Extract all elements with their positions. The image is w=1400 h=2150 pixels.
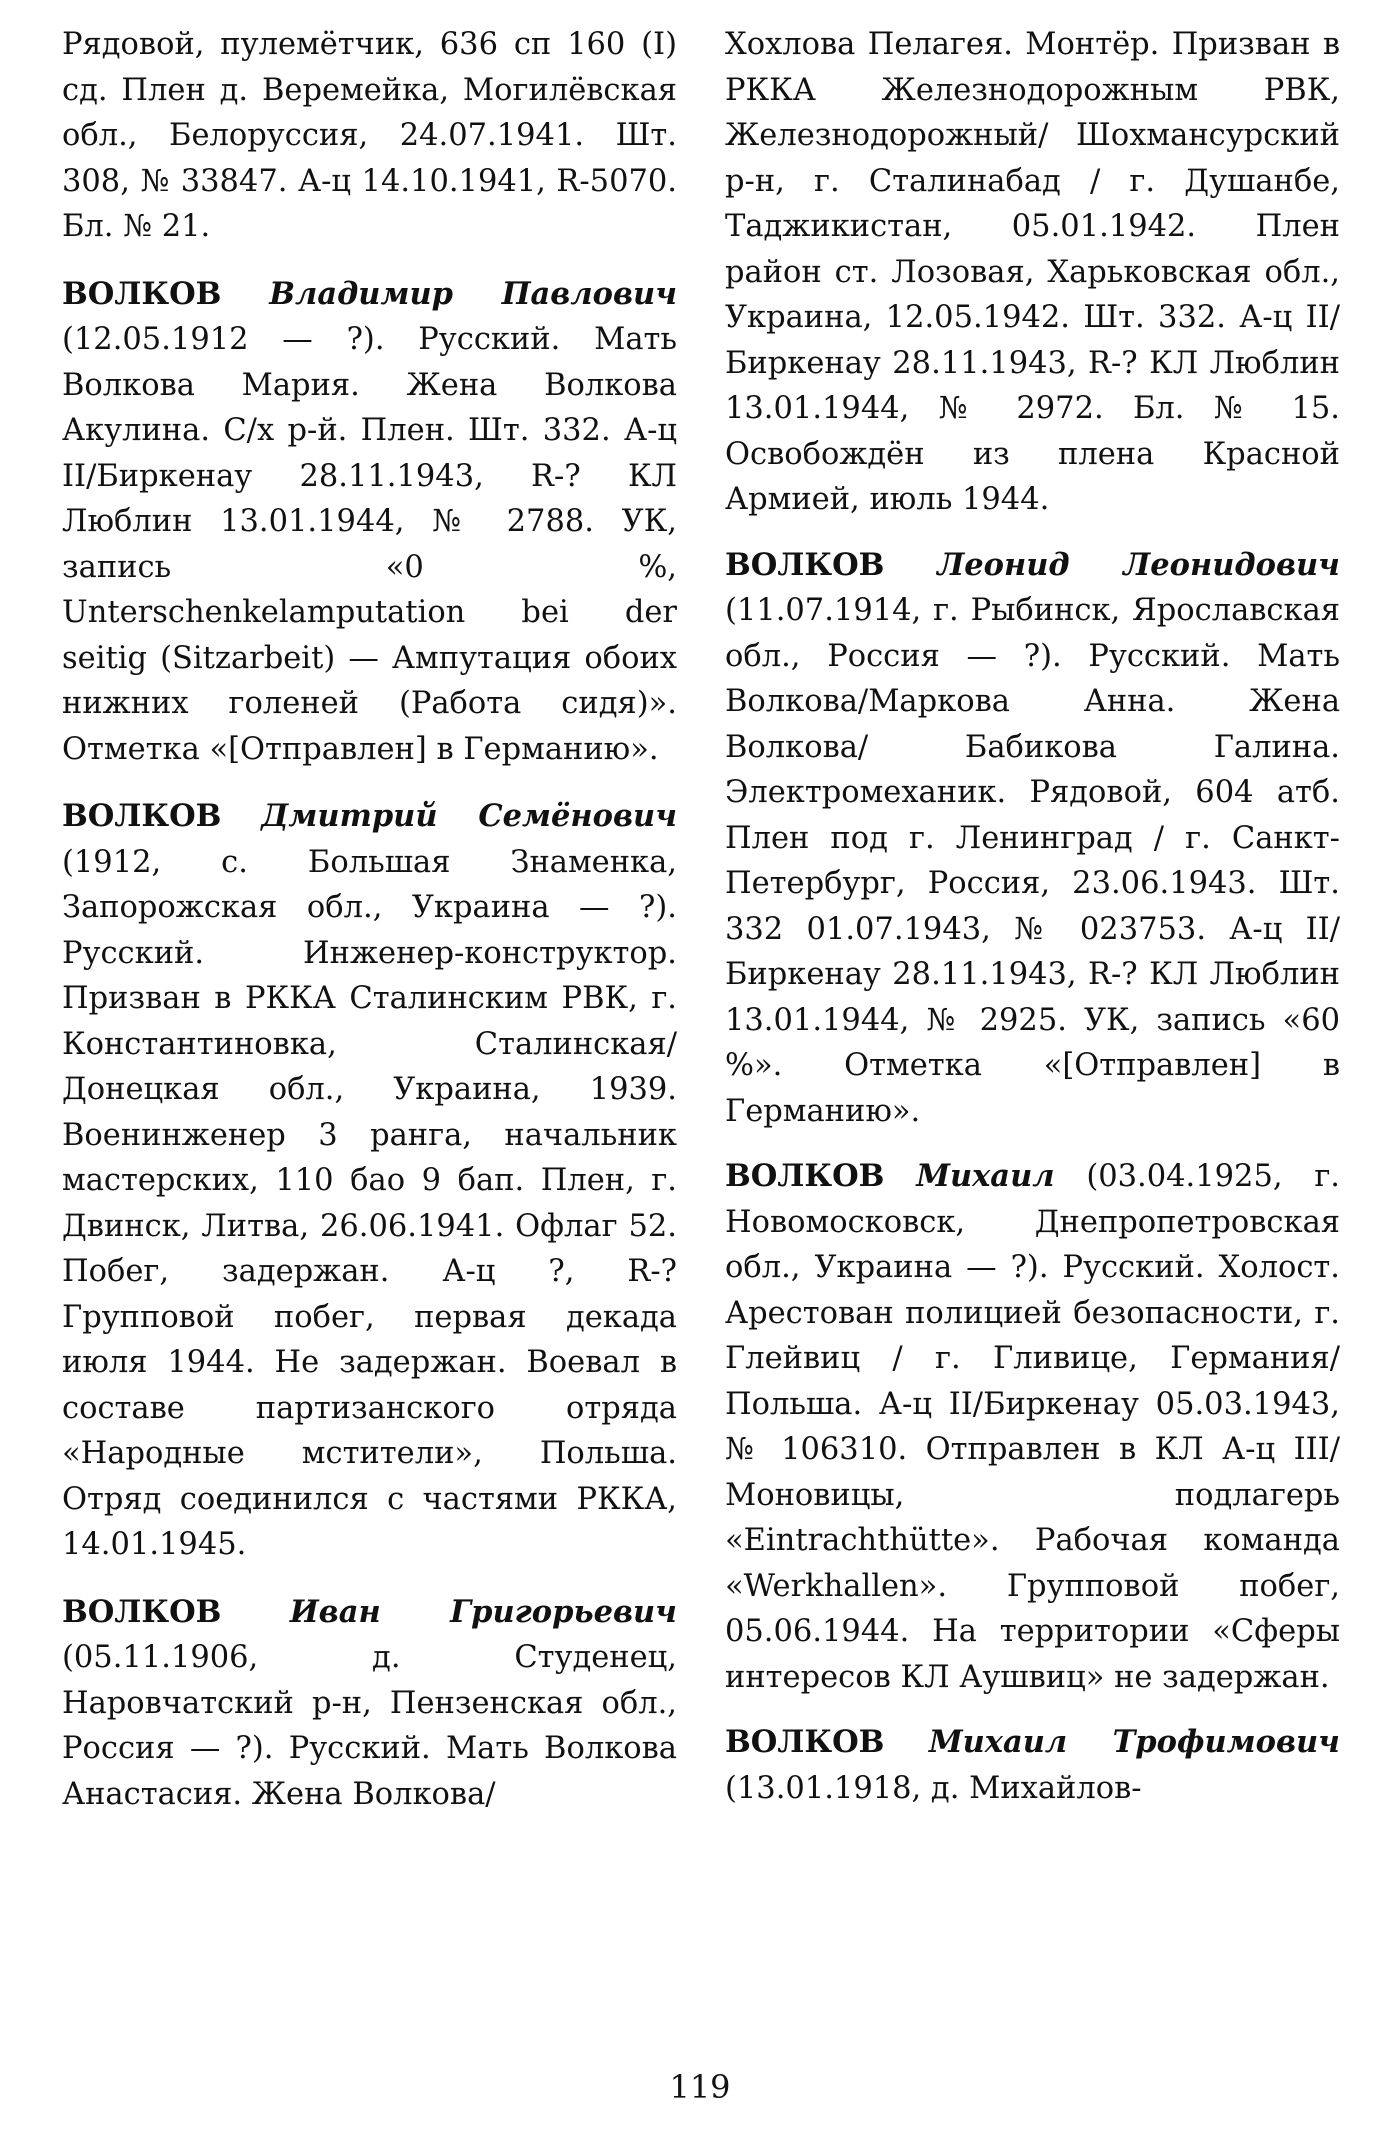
entry-given-names: Иван Григорьевич	[289, 1593, 677, 1630]
entry-volkov-leonid	[725, 543, 1340, 1135]
entry-continuation-right	[725, 22, 1340, 523]
entry-surname: ВОЛКОВ	[62, 275, 222, 312]
left-column	[62, 22, 677, 1839]
entry-given-names: Михаил Трофимович	[928, 1724, 1340, 1760]
entry-given-names: Дмитрий Семёнович	[261, 798, 677, 834]
entry-surname: ВОЛКОВ	[725, 1724, 885, 1760]
entry-given-names: Леонид Леонидович	[937, 546, 1340, 583]
entry-surname: ВОЛКОВ	[725, 546, 885, 583]
entry-surname: ВОЛКОВ	[62, 798, 222, 834]
entry-volkov-ivan	[62, 1590, 677, 1818]
page-number: 119	[669, 2068, 731, 2106]
entry-text: (05.11.1906, д. Студенец, Наровчатский р-н, Пензенская обл., Россия — ?). Русский. Мать Волкова Анастасия. Жена Волкова/	[62, 1640, 677, 1812]
entry-text: (03.04.1925, г. Новомосковск, Днепропетровская обл., Украина — ?). Русский. Холост. Арестован полицией безопасности, г. Глейвиц / г. Гливице, Германия/Польша. А-ц II/Биркенау 05.03.1943, № 106310. Отправлен в КЛ А-ц III/Моновицы, подлагерь «Eintrachthütte». Рабочая команда «Werkhallen». Групповой побег, 05.06.1944. На территории «Сферы интересов КЛ Аушвиц» не задержан.	[725, 1159, 1340, 1695]
entry-text: (1912, с. Большая Знаменка, Запорожская обл., Украина — ?). Русский. Инженер-конструктор. Призван в РККА Сталинским РВК, г. Константиновка, Сталинская/Донецкая обл., Украина, 1939. Военинженер 3 ранга, начальник мастерских, 110 бао 9 бап. Плен, г. Двинск, Литва, 26.06.1941. Офлаг 52. Побег, задержан. А-ц ?, R-? Групповой побег, первая декада июля 1944. Не задержан. Воевал в составе партизанского отряда «Народные мстители», Польша. Отряд соединился с частями РККА, 14.01.1945.	[62, 844, 677, 1562]
entry-text: (13.01.1918, д. Михайлов-	[725, 1770, 1142, 1806]
entry-surname: ВОЛКОВ	[725, 1158, 885, 1194]
entry-given-names: Владимир Павлович	[269, 275, 677, 312]
entry-volkov-mikhail	[725, 1154, 1340, 1700]
entry-volkov-mikhail-trofimovich	[725, 1720, 1340, 1811]
entry-given-names: Михаил	[916, 1158, 1055, 1194]
entry-text: Хохлова Пелагея. Монтёр. Призван в РККА Железнодорожным РВК, Железнодорожный/ Шохмансурский р-н, г. Сталинабад / г. Душанбе, Таджикистан, 05.01.1942. Плен район ст. Лозовая, Харьковская обл., Украина, 12.05.1942. Шт. 332. А-ц II/Биркенау 28.11.1943, R-? КЛ Люблин 13.01.1944, № 2972. Бл. № 15. Освобождён из плена Красной Армией, июль 1944.	[725, 27, 1340, 517]
entry-volkov-dmitry	[62, 794, 677, 1568]
entry-volkov-vladimir	[62, 272, 677, 773]
right-column	[725, 22, 1340, 1831]
entry-continuation-left	[62, 22, 677, 250]
entry-surname: ВОЛКОВ	[62, 1593, 222, 1630]
entry-text: (11.07.1914, г. Рыбинск, Ярославская обл., Россия — ?). Русский. Мать Волкова/Маркова Анна. Жена Волкова/ Бабикова Галина. Электромеханик. Рядовой, 604 атб. Плен под г. Ленинград / г. Санкт-Петербург, Россия, 23.06.1943. Шт. 332 01.07.1943, № 023753. А-ц II/Биркенау 28.11.1943, R-? КЛ Люблин 13.01.1944, № 2925. УК, запись «60 %». Отметка «[Отправлен] в Германию».	[725, 593, 1340, 1129]
entry-text: Рядовой, пулемётчик, 636 сп 160 (I) сд. Плен д. Веремейка, Могилёвская обл., Белоруссия, 24.07.1941. Шт. 308, № 33847. А-ц 14.10.1941, R-5070. Бл. № 21.	[62, 27, 677, 244]
entry-text: (12.05.1912 — ?). Русский. Мать Волкова Мария. Жена Волкова Акулина. С/х р-й. Плен. Шт. 332. А-ц II/Биркенау 28.11.1943, R-? КЛ Люблин 13.01.1944, № 2788. УК, запись «0 %, Unterschenkelamputation bei der seitig (Sitzarbeit) — Ампутация обоих нижних голеней (Работа сидя)». Отметка «[Отправлен] в Германию».	[62, 322, 677, 767]
